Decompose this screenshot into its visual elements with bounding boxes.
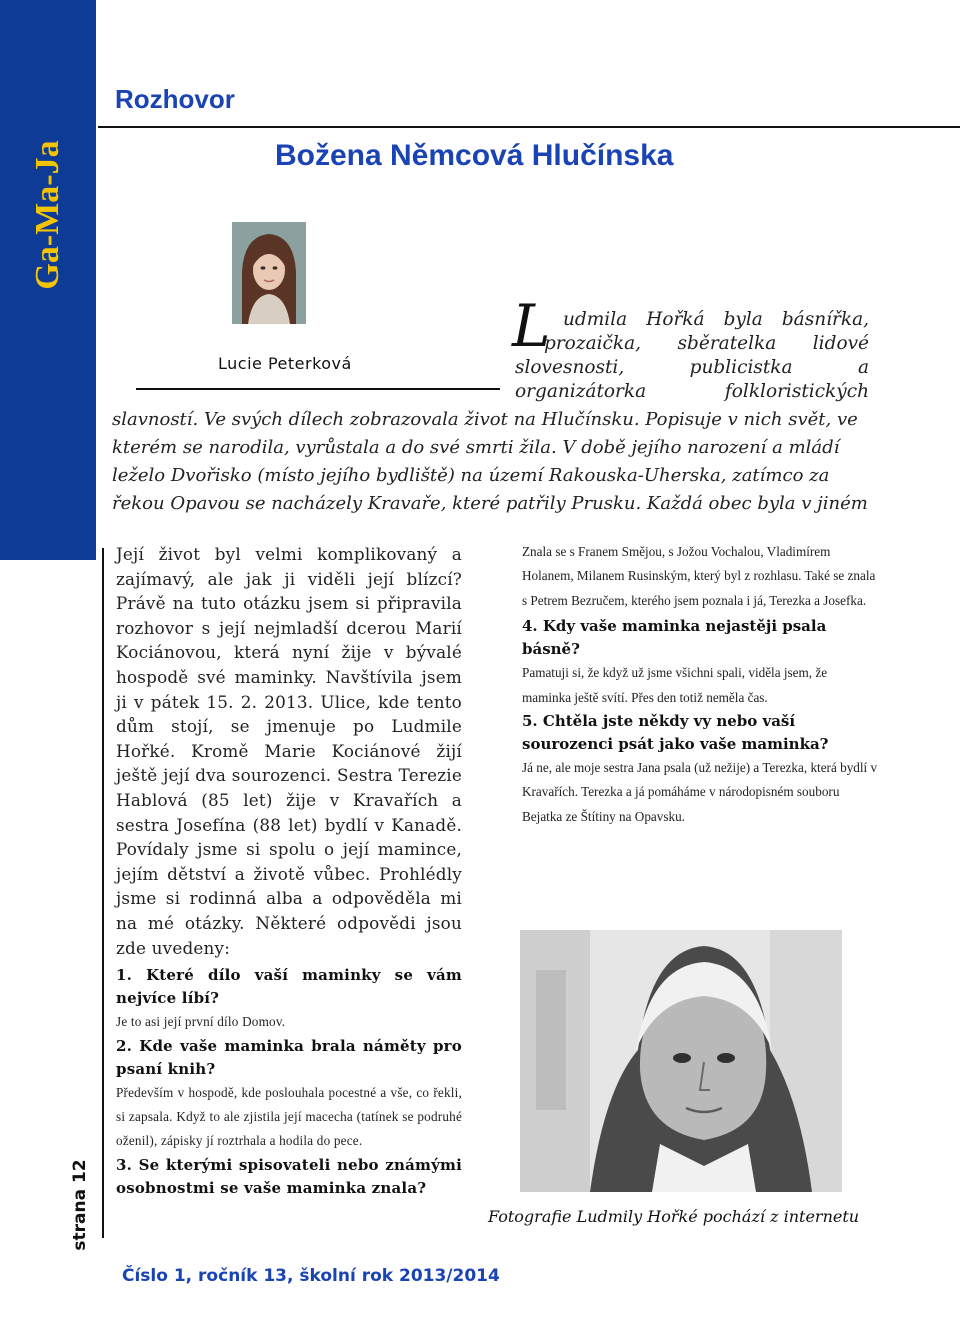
intro-word: byla [723, 309, 763, 330]
intro-word: organizátorka [515, 381, 647, 402]
ludmila-horka-photo [520, 930, 842, 1192]
answer-5: Já ne, ale moje sestra Jana psala (už nežije) a Terezka, která bydlí v Kravařích. Terezka a já pomáháme v národopisném souboru Bejatka ze Štítiny na Opavsku. [522, 760, 878, 824]
question-4: 4. Kdy vaše maminka nejastěji psala básně? [522, 617, 827, 659]
intro-word: lidové [812, 333, 869, 354]
intro-word: Hořká [646, 309, 705, 330]
issue-footer: Číslo 1, ročník 13, školní rok 2013/2014 [122, 1266, 500, 1286]
answer-4: Pamatuji si, že když už jsme všichni spali, viděla jsem, že maminka ještě svítí. Přes den totiž neměla čas. [522, 665, 828, 705]
right-column [522, 540, 878, 829]
question-2: 2. Kde vaše maminka brala náměty pro psaní knih? [116, 1036, 462, 1078]
author-name: Lucie Peterková [218, 354, 352, 373]
section-heading: Rozhovor [115, 84, 235, 114]
header-rule [98, 126, 960, 128]
question-1: 1. Které dílo vaší maminky se vám nejvíce líbí? [116, 966, 462, 1008]
page-number-label: strana 12 [70, 1159, 90, 1251]
article-title: Božena Němcová Hlučínska [275, 139, 674, 172]
intro-full-line-4: řekou Opavou se nacházely Kravaře, které patřily Prusku. Každá obec byla v jiném [112, 493, 868, 514]
answer-2: Především v hospodě, kde poslouhala pocestné a vše, co řekli, si zapsala. Když to ale zjistila její macecha (tatínek se podruhé oženil), zápisky jí roztrhala a hodila do pece. [116, 1084, 462, 1149]
intro-line-3 [515, 356, 869, 380]
intro-line-4 [515, 380, 869, 404]
author-portrait-image [232, 222, 306, 324]
question-3: 3. Se kterými spisovateli nebo známými osobnostmi se vaše maminka znala? [116, 1155, 462, 1197]
intro-word: publicistka [689, 357, 793, 378]
intro-word: udmila [563, 309, 628, 330]
drop-cap: L [512, 292, 551, 360]
intro-word: sběratelka [677, 333, 777, 354]
portrait-photo-image [520, 930, 842, 1192]
intro-full-line-2: kterém se narodila, vyrůstala a do své smrti žila. V době jejího narození a mládí [112, 437, 840, 458]
intro-full-line-1: slavností. Ve svých dílech zobrazovala život na Hlučínsku. Popisuje v nich svět, ve [112, 409, 858, 430]
intro-word: a [857, 357, 869, 378]
answer-3: Znala se s Franem Smějou, s Jožou Vochalou, Vladimírem Holanem, Milanem Rusinským, který byl z rozhlasu. Také se znala s Petrem Bezručem, kterého jsem poznala i já, Terezka a Josefka. [522, 544, 876, 608]
left-column [116, 542, 462, 1200]
intro-word: básnířka, [781, 309, 869, 330]
intro-line-1 [563, 308, 869, 332]
author-rule [136, 388, 500, 390]
intro-line-2 [544, 332, 869, 356]
column-divider [102, 548, 104, 1238]
answer-1: Je to asi její první dílo Domov. [116, 1014, 286, 1030]
interview-intro-text: Její život byl velmi komplikovaný a zajímavý, ale jak ji viděli její blízcí? Právě na tuto otázku jsem si připravila rozhovor s její nejmladší dcerou Marií Kociánovou, která nyní žije v bývalé hospodě své maminky. Navštívila jsem ji v pátek 15. 2. 2013. Ulice, kde tento dům stojí, se jmenuje po Ludmile Hořké. Kromě Marie Kociánové žijí ještě její dva sourozenci. Sestra Terezie Hablová (85 let) žije v Kravařích a sestra Josefína (88 let) bydlí v Kanadě. Povídaly jsme si spolu o její mamince, jejím dětství a životě vůbec. Prohlédly jsme si rodinná alba a odpověděla mi na mé otázky. Některé odpovědi jsou zde uvedeny: [116, 544, 462, 958]
question-5: 5. Chtěla jste někdy vy nebo vaší sourozenci psát jako vaše maminka? [522, 712, 829, 754]
magazine-brand: Ga-Ma-Ja [29, 140, 66, 290]
intro-full-line-3: leželo Dvořisko (místo jejího bydliště) na území Rakouska-Uherska, zatímco za [112, 465, 830, 486]
intro-word: folkloristických [724, 381, 869, 402]
photo-caption: Fotografie Ludmily Hořké pochází z internetu [488, 1207, 860, 1226]
intro-word: slovesnosti, [515, 357, 625, 378]
author-photo [232, 222, 306, 324]
intro-word: prozaička, [544, 333, 641, 354]
sidebar-band [0, 0, 96, 560]
